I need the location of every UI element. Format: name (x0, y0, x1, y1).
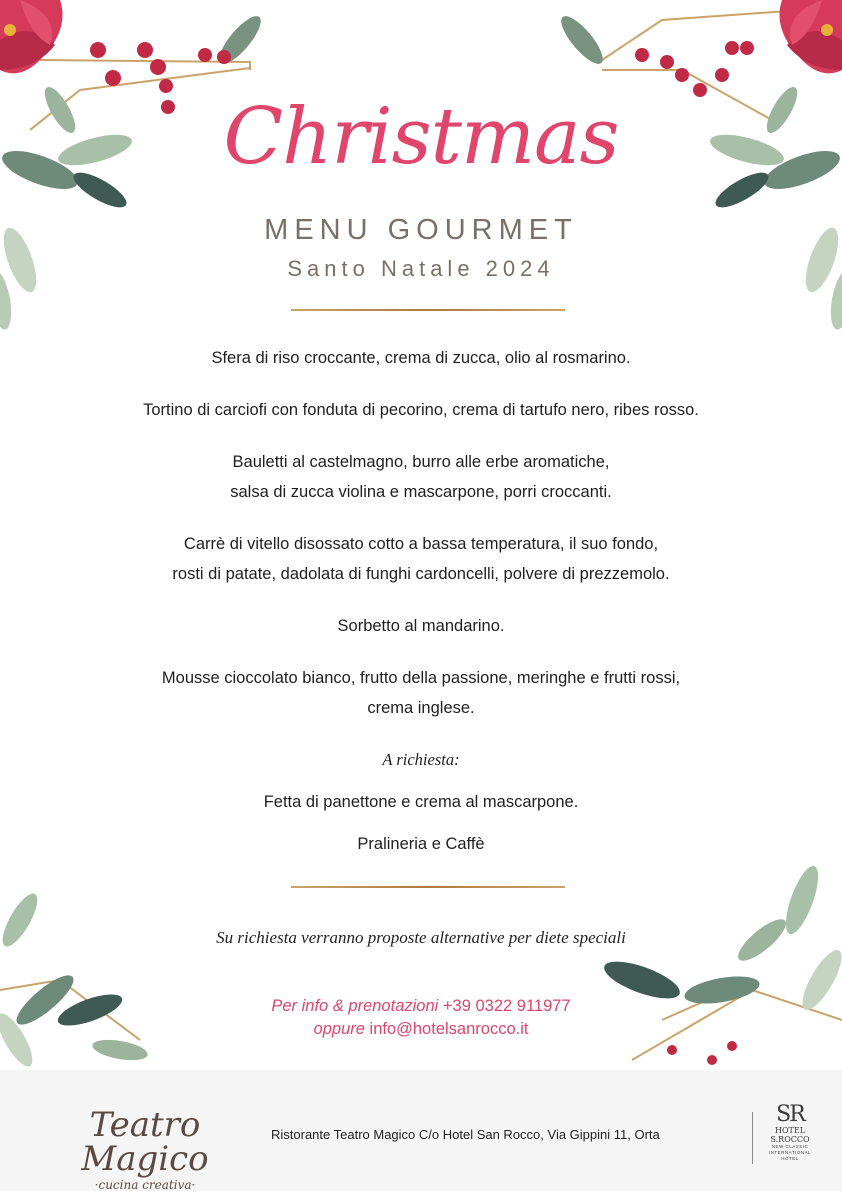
dish-item (60, 529, 782, 589)
hotel-name-1: HOTEL (774, 1126, 806, 1135)
restaurant-logo (30, 1105, 260, 1191)
hotel-logo (762, 1104, 818, 1162)
extra-item: Fetta di panettone e crema al mascarpone. (263, 793, 579, 811)
email-link[interactable]: info@hotelsanrocco.it (369, 1020, 529, 1038)
menu-subtitle: MENU GOURMET (264, 214, 578, 246)
dish-line: salsa di zucca violina e mascarpone, porri croccanti. (230, 483, 612, 501)
menu-body (60, 343, 782, 871)
menu-title: Christmas (223, 92, 619, 182)
footer-divider (752, 1112, 753, 1164)
floral-decoration-bottom-left (0, 880, 200, 1070)
contact-phone-line (0, 995, 842, 1018)
diet-note: Su richiesta verranno proposte alternative per diete speciali (216, 928, 626, 947)
dish-line: Mousse cioccolato bianco, frutto della passione, meringhe e frutti rossi, (161, 669, 681, 687)
dish-line: Sorbetto al mandarino. (337, 617, 505, 635)
on-request-label: A richiesta: (382, 750, 460, 769)
hotel-tag-2: INTERNATIONAL HOTEL (768, 1150, 812, 1161)
dish-line: crema inglese. (367, 699, 475, 717)
hotel-monogram: SR (776, 1102, 804, 1127)
dish-item (60, 611, 782, 641)
dish-item (60, 663, 782, 723)
info-label: Per info & prenotazioni (271, 997, 439, 1015)
extra-item: Pralineria e Caffè (357, 835, 485, 853)
dish-item (60, 395, 782, 425)
dish-line: Bauletti al castelmagno, burro alle erbe aromatiche, (232, 453, 610, 471)
or-label: oppure (313, 1020, 365, 1038)
restaurant-logo-tagline: ·cucina creativa· (94, 1178, 196, 1191)
dish-line: Tortino di carciofi con fonduta di pecorino, crema di tartufo nero, ribes rosso. (143, 401, 699, 419)
menu-occasion: Santo Natale 2024 (287, 256, 555, 281)
contact-email-line (0, 1018, 842, 1041)
dish-item (60, 447, 782, 507)
dish-line: Carrè di vitello disossato cotto a bassa temperatura, il suo fondo, (183, 535, 659, 553)
gold-divider-bottom (291, 886, 565, 888)
dish-item (60, 343, 782, 373)
restaurant-logo-name: Teatro Magico (81, 1105, 209, 1179)
phone-link[interactable]: +39 0322 911977 (442, 997, 571, 1015)
hotel-name-2: S.ROCCO (770, 1135, 810, 1144)
dish-line: Sfera di riso croccante, crema di zucca, olio al rosmarino. (211, 349, 631, 367)
restaurant-address: Ristorante Teatro Magico C/o Hotel San Rocco, Via Gippini 11, Orta (271, 1127, 660, 1142)
gold-divider-top (291, 309, 565, 311)
dish-line: rosti di patate, dadolata di funghi cardoncelli, polvere di prezzemolo. (172, 565, 670, 583)
hotel-tag-1: NEW CLASSIC (771, 1144, 809, 1149)
contact-info (0, 995, 842, 1041)
